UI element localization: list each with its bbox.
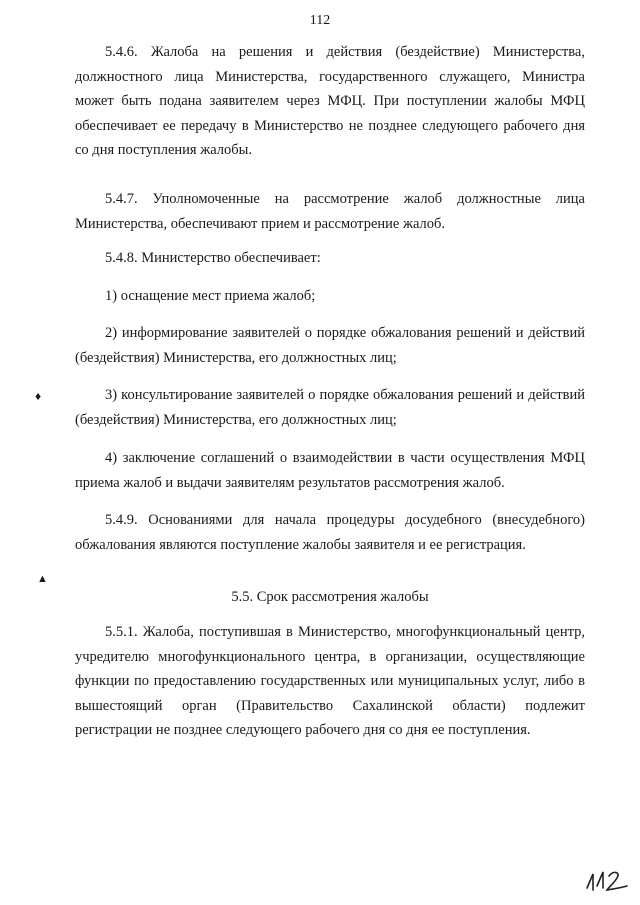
list-item-3: 3) консультирование заявителей о порядке обжалования решений и действий (бездействия) Министерства, его должностных лиц; (75, 387, 585, 428)
list-item-4: 4) заключение соглашений о взаимодействии в части осуществления МФЦ приема жалоб и выдачи заявителям результатов рассмотрения жалоб. (75, 450, 585, 491)
handwritten-page-number (583, 866, 631, 896)
page-number: 112 (309, 13, 331, 28)
paragraph-5-4-8: 5.4.8. Министерство обеспечивает: (105, 250, 321, 266)
paragraph-5-5-1: 5.5.1. Жалоба, поступившая в Министерство, многофункциональный центр, учредителю многофункционального центра, в организации, осуществляющие функции по предоставлению государственных или муниципальных услуг, либо в вышестоящий орган (Правительство Сахалинской области) подлежит регистрации не позднее следующего рабочего дня со дня ее поступления. (75, 624, 585, 739)
section-title: 5.5. Срок рассмотрения жалобы (231, 589, 429, 605)
scan-mark-left-1: ♦ (35, 389, 42, 403)
paragraph-5-4-7: 5.4.7. Уполномоченные на рассмотрение жалоб должностные лица Министерства, обеспечивают прием и рассмотрение жалоб. (75, 191, 585, 232)
list-item-1: 1) оснащение мест приема жалоб; (105, 288, 316, 304)
paragraph-5-4-6: 5.4.6. Жалоба на решения и действия (бездействие) Министерства, должностного лица Министерства, государственного служащего, Министра может быть подана заявителем через МФЦ. При поступлении жалобы МФЦ обеспечивает ее передачу в Министерство не позднее следующего рабочего дня со дня поступления жалобы. (75, 44, 585, 159)
paragraph-5-4-9: 5.4.9. Основаниями для начала процедуры досудебного (внесудебного) обжалования являются поступление жалобы заявителя и ее регистрация. (75, 512, 585, 553)
scan-mark-left-2: ▲ (37, 573, 48, 585)
list-item-2: 2) информирование заявителей о порядке обжалования решений и действий (бездействия) Министерства, его должностных лиц; (75, 325, 585, 366)
